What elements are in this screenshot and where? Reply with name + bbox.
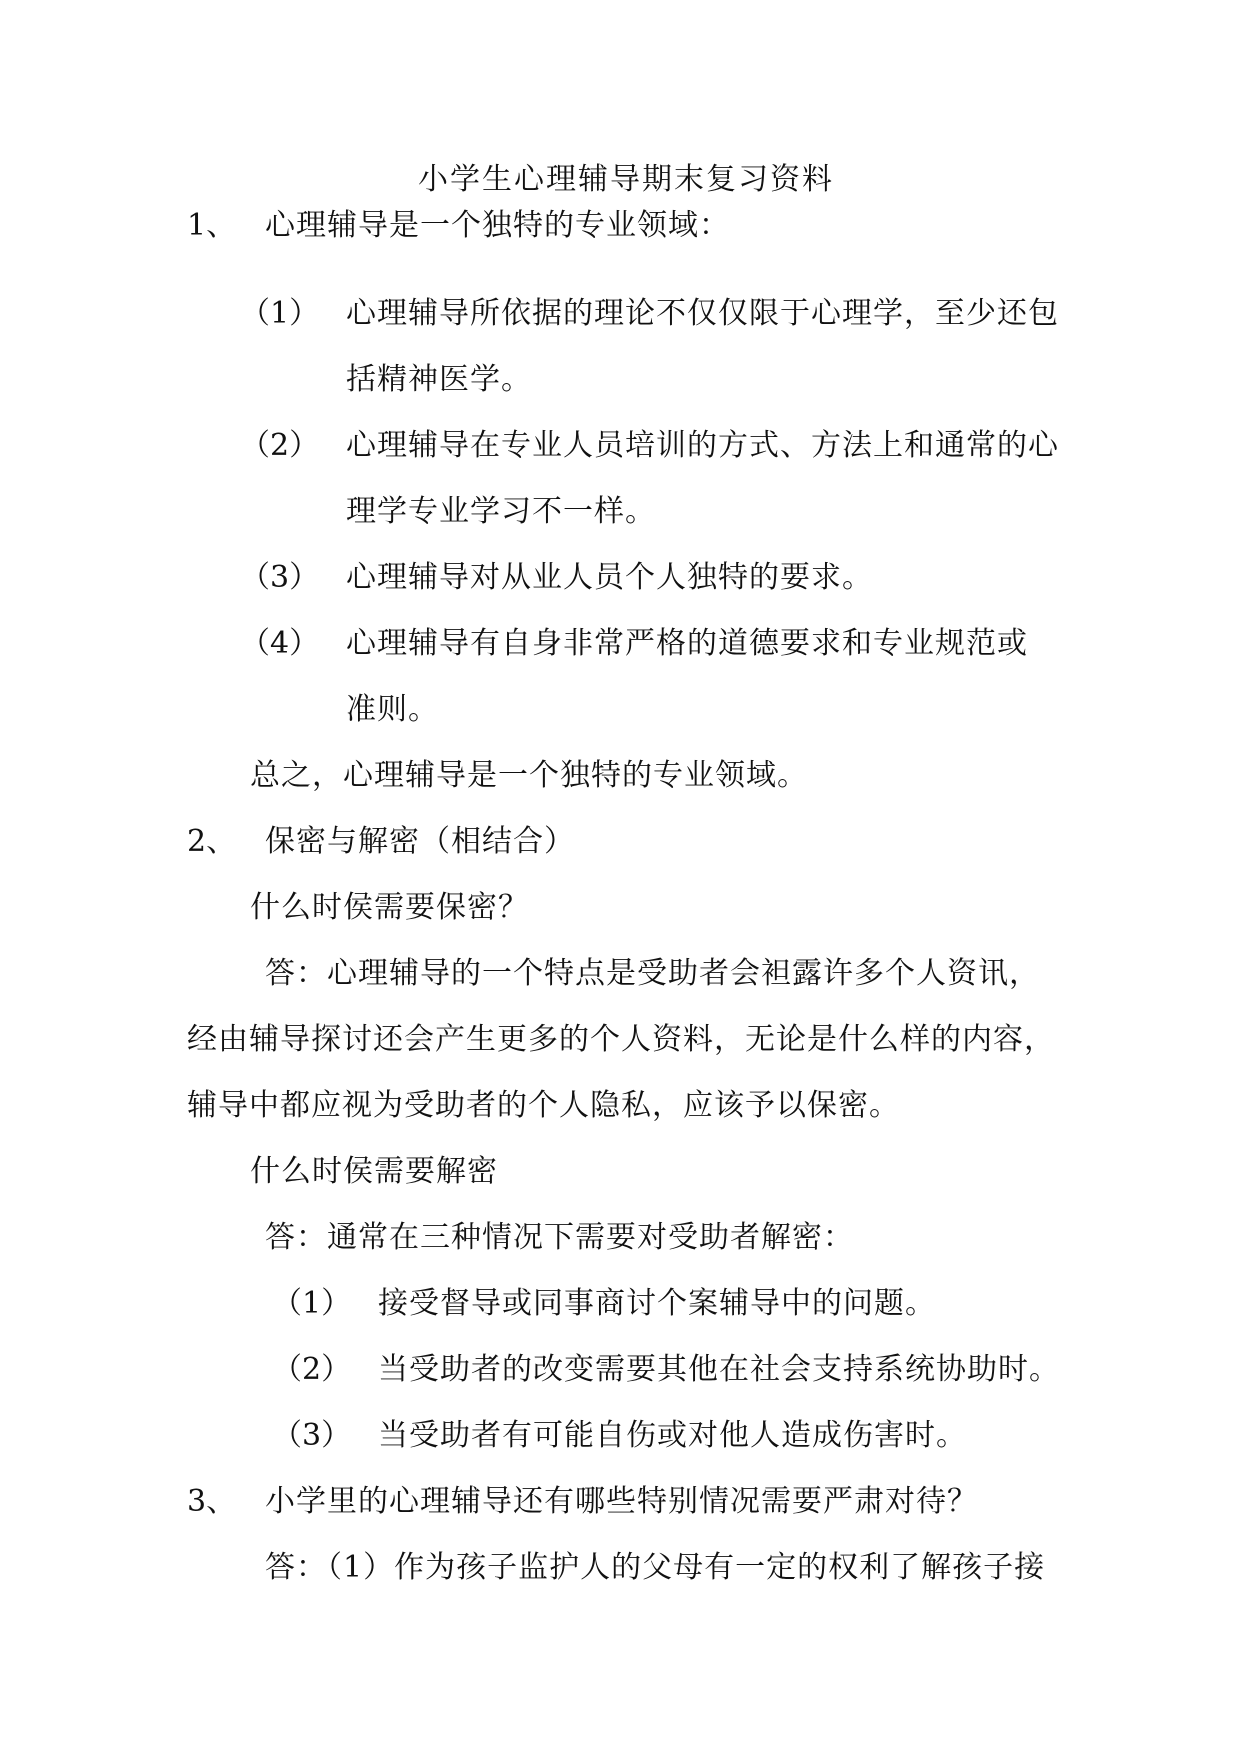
section-2-item-1-text: 接受督导或同事商讨个案辅导中的问题。 xyxy=(378,1286,936,1321)
section-1-number: 1、 xyxy=(187,208,237,243)
question-when-confidential: 什么时侯需要保密？ xyxy=(250,890,529,925)
section-1-item-3-number: （3） xyxy=(240,560,320,595)
question-when-disclose: 什么时侯需要解密 xyxy=(250,1154,498,1189)
section-1-item-2-line-2: 理学专业学习不一样。 xyxy=(346,494,656,529)
section-3-heading: 小学里的心理辅导还有哪些特别情况需要严肃对待？ xyxy=(265,1484,978,1519)
page-title: 小学生心理辅导期末复习资料 xyxy=(418,162,834,197)
section-2-item-3-number: （3） xyxy=(272,1418,352,1453)
section-2-item-2-number: （2） xyxy=(272,1352,352,1387)
section-1-heading: 心理辅导是一个独特的专业领域： xyxy=(265,208,730,243)
section-1-item-4-number: （4） xyxy=(240,626,320,661)
answer-confidential-line-2: 经由辅导探讨还会产生更多的个人资料，无论是什么样的内容， xyxy=(187,1022,1055,1057)
section-1-item-1-line-2: 括精神医学。 xyxy=(346,362,532,397)
section-1-item-1-line-1: 心理辅导所依据的理论不仅仅限于心理学，至少还包 xyxy=(346,296,1059,331)
section-1-item-2-number: （2） xyxy=(240,428,320,463)
answer-confidential-line-3: 辅导中都应视为受助者的个人隐私，应该予以保密。 xyxy=(187,1088,900,1123)
section-2-heading: 保密与解密（相结合） xyxy=(265,824,575,859)
section-2-item-1-number: （1） xyxy=(272,1286,352,1321)
section-2-item-2-text: 当受助者的改变需要其他在社会支持系统协助时。 xyxy=(378,1352,1060,1387)
section-2-number: 2、 xyxy=(187,824,237,859)
section-2-item-3-text: 当受助者有可能自伤或对他人造成伤害时。 xyxy=(378,1418,967,1453)
section-1-item-2-line-1: 心理辅导在专业人员培训的方式、方法上和通常的心 xyxy=(346,428,1059,463)
answer-confidential-line-1: 答：心理辅导的一个特点是受助者会袒露许多个人资讯， xyxy=(265,956,1040,991)
section-1-summary: 总之，心理辅导是一个独特的专业领域。 xyxy=(250,758,808,793)
answer-disclose-intro: 答：通常在三种情况下需要对受助者解密： xyxy=(265,1220,854,1255)
section-1-item-4-line-1: 心理辅导有自身非常严格的道德要求和专业规范或 xyxy=(346,626,1028,661)
section-1-item-4-line-2: 准则。 xyxy=(346,692,439,727)
section-1-item-3-line-1: 心理辅导对从业人员个人独特的要求。 xyxy=(346,560,873,595)
section-3-answer-line-1: 答：（1）作为孩子监护人的父母有一定的权利了解孩子接 xyxy=(265,1550,1046,1585)
section-3-number: 3、 xyxy=(187,1484,237,1519)
section-1-item-1-number: （1） xyxy=(240,296,320,331)
